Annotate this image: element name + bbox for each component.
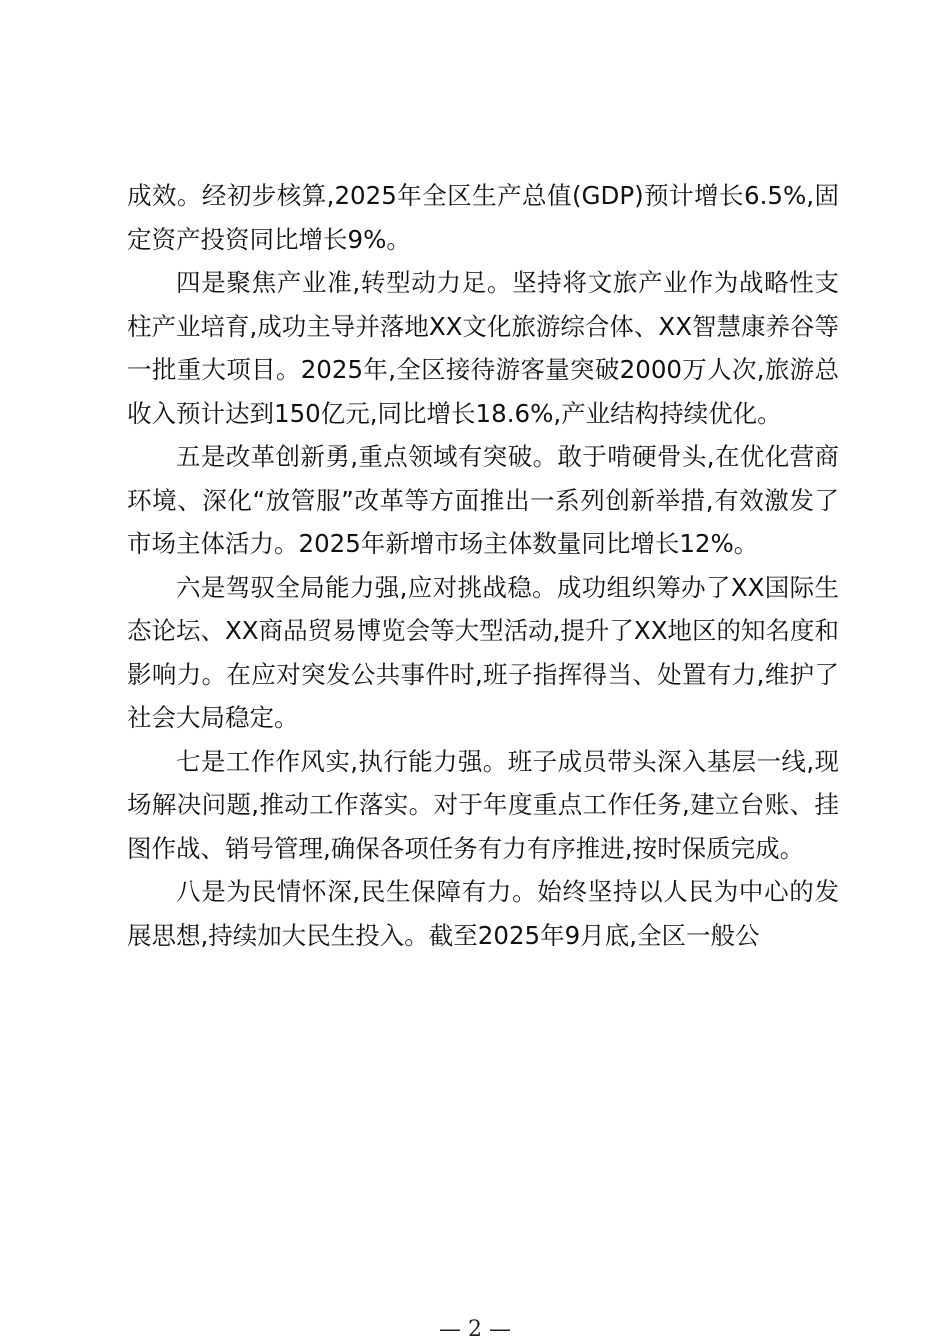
- paragraph-industry-focus: 四是聚焦产业准,转型动力足。坚持将文旅产业作为战略性支柱产业培育,成功主导并落地XX文化旅游综合体、XX智慧康养谷等一批重大项目。2025年,全区接待游客量突破2000万人次,旅游总收入预计达到150亿元,同比增长18.6%,产业结构持续优化。: [127, 268, 839, 428]
- page-number: — 2 —: [439, 1317, 511, 1342]
- paragraph-results-summary: 成效。经初步核算,2025年全区生产总值(GDP)预计增长6.5%,固定资产投资同比增长9%。: [127, 181, 839, 254]
- paragraph-reform-innovation: 五是改革创新勇,重点领域有突破。敢于啃硬骨头,在优化营商环境、深化“放管服”改革等方面推出一系列创新举措,有效激发了市场主体活力。2025年新增市场主体数量同比增长12%。: [127, 442, 839, 558]
- paragraph-overall-control: 六是驾驭全局能力强,应对挑战稳。成功组织筹办了XX国际生态论坛、XX商品贸易博览会等大型活动,提升了XX地区的知名度和影响力。在应对突发公共事件时,班子指挥得当、处置有力,维护了社会大局稳定。: [127, 572, 839, 732]
- paragraph-work-style: 七是工作作风实,执行能力强。班子成员带头深入基层一线,现场解决问题,推动工作落实。对于年度重点工作任务,建立台账、挂图作战、销号管理,确保各项任务有力有序推进,按时保质完成。: [127, 746, 839, 863]
- paragraph-livelihood: 八是为民情怀深,民生保障有力。始终坚持以人民为中心的发展思想,持续加大民生投入。截至2025年9月底,全区一般公: [127, 877, 839, 950]
- document-body: [127, 174, 839, 957]
